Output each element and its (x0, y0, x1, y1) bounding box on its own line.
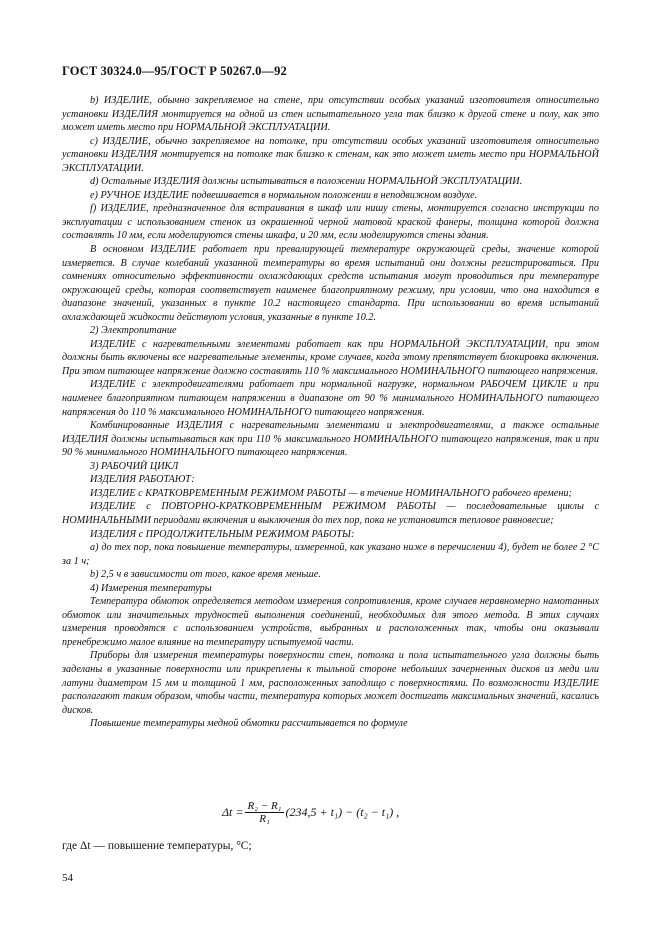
formula-legend: где Δt — повышение температуры, °С; (62, 840, 252, 852)
formula-denominator: R₁ (259, 813, 270, 825)
paragraph: ИЗДЕЛИЯ РАБОТАЮТ: (90, 474, 195, 486)
paragraph: a) до тех пор, пока повышение температуры, измеренной, как указано ниже в перечислении 4), будет не более 2 °С за 1 ч; (62, 542, 599, 567)
paragraph: ИЗДЕЛИЕ с КРАТКОВРЕМЕННЫМ РЕЖИМОМ РАБОТЫ — в течение НОМИНАЛЬНОГО рабочего времени; (90, 487, 572, 499)
paragraph: b) ИЗДЕЛИЕ, обычно закрепляемое на стене, при отсутствии особых указаний изготовителя относительно установки ИЗДЕЛИЯ монтируется на одной из стен испытательного угла так близко к другой стене и полу, как это может иметь место при НОРМАЛЬНОЙ ЭКСПЛУАТАЦИИ. (62, 95, 599, 134)
section-heading: 2) Электропитание (90, 325, 177, 337)
paragraph: В основном ИЗДЕЛИЕ работает при превалирующей температуре окружающей среды, значение которой измеряется. В случае колебаний указанной температуры во время испытаний они должны регистрироваться. При сомнениях относительно эффективности охлаждающих средств испытания могут проводиться при температуре окружающей среды, которая соответствует наименее благоприятному режиму, при условии, что она находится в диапазоне значений, указанных в пункте 10.2 настоящего стандарта. При использовании во время испытаний охлаждающей жидкости действуют условия, указанные в пункте 10.2. (62, 244, 599, 323)
paragraph: e) РУЧНОЕ ИЗДЕЛИЕ подвешивается в нормальном положении в неподвижном воздухе. (90, 189, 478, 201)
formula-fraction (245, 800, 283, 825)
section-heading: 4) Измерения температуры (90, 582, 212, 594)
formula-numerator: R₂ − R₁ (247, 800, 282, 812)
formula-lhs: Δt = (222, 805, 244, 819)
page-number: 54 (62, 872, 73, 884)
paragraph: ИЗДЕЛИЯ с ПРОДОЛЖИТЕЛЬНЫМ РЕЖИМОМ РАБОТЫ: (90, 528, 355, 540)
paragraph: b) 2,5 ч в зависимости от того, какое время меньше. (90, 569, 321, 581)
paragraph: d) Остальные ИЗДЕЛИЯ должны испытываться в положении НОРМАЛЬНОЙ ЭКСПЛУАТАЦИИ. (90, 176, 523, 188)
paragraph: ИЗДЕЛИЕ с нагревательными элементами работает как при НОРМАЛЬНОЙ ЭКСПЛУАТАЦИИ, при этом должны быть включены все нагревательные элементы, кроме случаев, когда этому препятствует блокировка включения. При этом питающее напряжение должно составлять 110 % максимального НОМИНАЛЬНОГО питающего напряжения. (62, 338, 599, 377)
formula-rhs: (234,5 + t₁) − (t₂ − t₁) , (285, 805, 400, 819)
paragraph: Комбинированные ИЗДЕЛИЯ с нагревательными элементами и электродвигателями, а также остальные ИЗДЕЛИЯ должны испытываться как при 110 % максимального НОМИНАЛЬНОГО питающего напряжения, так и при 90 % минимального НОМИНАЛЬНОГО питающего напряжения. (62, 420, 599, 459)
paragraph: Повышение температуры медной обмотки рассчитывается по формуле (90, 718, 408, 730)
paragraph: f) ИЗДЕЛИЕ, предназначенное для встраивания в шкаф или нишу стены, монтируется согласно инструкции по эксплуатации с использованием стенок из окрашенной черной матовой краской фанеры, толщина которой должна составлять 10 мм, если моделируются стены шкафа, и 20 мм, если моделируются стены здания. (62, 203, 599, 242)
document-body (62, 94, 599, 731)
paragraph: ИЗДЕЛИЕ с электродвигателями работает при нормальной нагрузке, нормальном РАБОЧЕМ ЦИКЛЕ и при наименее благоприятном питающем напряжении в диапазоне от 90 % минимального НОМИНАЛЬНОГО питающего напряжения до 110 % максимального НОМИНАЛЬНОГО питающего напряжения. (62, 379, 599, 418)
paragraph: Температура обмоток определяется методом измерения сопротивления, кроме случаев неравномерно намотанных обмоток или значительных трудностей выполнения соединений, необходимых для этого метода. В этих случаях измерения проводятся с использованием устройств, выбранных и расположенных так, чтобы они оказывали пренебрежимо малое влияние на температуру испытуемой части. (62, 596, 599, 648)
document-header: ГОСТ 30324.0—95/ГОСТ Р 50267.0—92 (62, 64, 287, 78)
paragraph: ИЗДЕЛИЕ с ПОВТОРНО-КРАТКОВРЕМЕННЫМ РЕЖИМОМ РАБОТЫ — последовательные циклы с НОМИНАЛЬНЫМИ периодами включения и выключения до тех пор, пока не установится тепловое равновесие; (62, 501, 599, 526)
temperature-rise-formula (222, 800, 399, 825)
paragraph: c) ИЗДЕЛИЕ, обычно закрепляемое на потолке, при отсутствии особых указаний изготовителя относительно установки ИЗДЕЛИЯ монтируется на потолке так близко к стенам, как это может иметь место при НОРМАЛЬНОЙ ЭКСПЛУАТАЦИИ. (62, 135, 599, 174)
section-heading: 3) РАБОЧИЙ ЦИКЛ (90, 460, 179, 472)
paragraph: Приборы для измерения температуры поверхности стен, потолка и пола испытательного угла должны быть заделаны в указанные поверхности или прикреплены к тыльной стороне небольших зачерненных дисков из меди или латуни диаметром 15 мм и толщиной 1 мм, расположенных заподлицо с поверхностями. По возможности ИЗДЕЛИЕ располагают таким образом, чтобы части, температура которых может достигать максимальных значений, касались дисков. (62, 650, 599, 716)
